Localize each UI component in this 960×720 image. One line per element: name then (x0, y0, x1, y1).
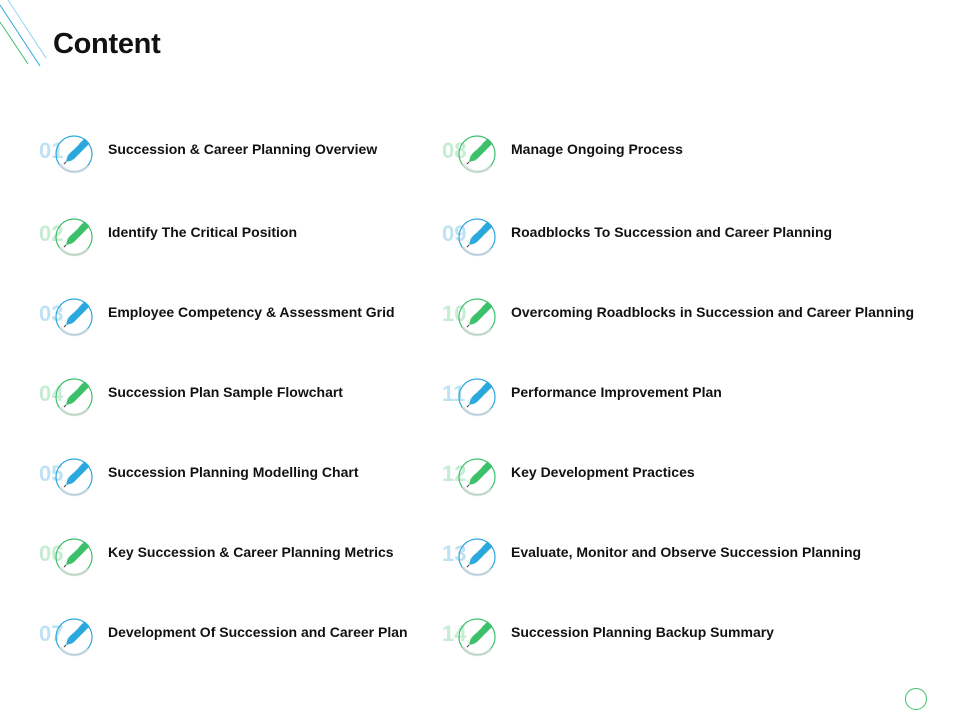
pen-badge-icon (54, 533, 100, 579)
content-item (442, 213, 915, 273)
item-label: Manage Ongoing Process (511, 141, 683, 157)
content-item (442, 533, 915, 593)
item-number: 09 (442, 221, 467, 246)
pen-badge-icon (54, 130, 100, 176)
item-label: Development Of Succession and Career Plan (108, 624, 408, 640)
content-item (442, 373, 915, 433)
item-label: Performance Improvement Plan (511, 384, 722, 400)
pen-badge-icon (457, 293, 503, 339)
content-item (442, 130, 915, 190)
item-number: 14 (442, 621, 467, 646)
item-label: Identify The Critical Position (108, 224, 298, 240)
pen-badge-icon (457, 613, 503, 659)
item-number: 06 (39, 541, 64, 566)
pen-badge-icon (457, 453, 503, 499)
item-number: 02 (39, 221, 64, 246)
item-label: Succession Planning Backup Summary (511, 624, 774, 640)
item-label: Succession Plan Sample Flowchart (108, 384, 343, 400)
pen-badge-icon (457, 130, 503, 176)
item-label: Key Succession & Career Planning Metrics (108, 544, 394, 560)
item-number: 01 (39, 138, 64, 163)
item-label: Overcoming Roadblocks in Succession and Career Planning (511, 304, 914, 320)
pen-badge-icon (457, 533, 503, 579)
item-label: Key Development Practices (511, 464, 695, 480)
item-label: Evaluate, Monitor and Observe Succession Planning (511, 544, 862, 560)
item-number: 13 (442, 541, 467, 566)
pen-badge-icon (54, 293, 100, 339)
pen-badge-icon (457, 213, 503, 259)
page-title: Content (53, 28, 161, 60)
item-label: Succession Planning Modelling Chart (108, 464, 359, 480)
corner-circle-decoration (905, 688, 927, 710)
item-number: 10 (442, 301, 467, 326)
item-label: Employee Competency & Assessment Grid (108, 304, 395, 320)
content-item (442, 293, 915, 353)
pen-badge-icon (457, 373, 503, 419)
item-number: 03 (39, 301, 64, 326)
pen-badge-icon (54, 613, 100, 659)
pen-badge-icon (54, 213, 100, 259)
pen-badge-icon (54, 373, 100, 419)
content-item (442, 613, 915, 673)
item-number: 05 (39, 461, 64, 486)
item-number: 11 (442, 381, 466, 406)
item-number: 04 (39, 381, 64, 406)
item-number: 12 (442, 461, 467, 486)
pen-badge-icon (54, 453, 100, 499)
item-number: 08 (442, 138, 467, 163)
item-label: Roadblocks To Succession and Career Planning (511, 224, 833, 240)
item-number: 07 (39, 621, 64, 646)
content-item (442, 453, 915, 513)
item-label: Succession & Career Planning Overview (108, 141, 378, 157)
corner-decoration-lines (0, 0, 60, 80)
